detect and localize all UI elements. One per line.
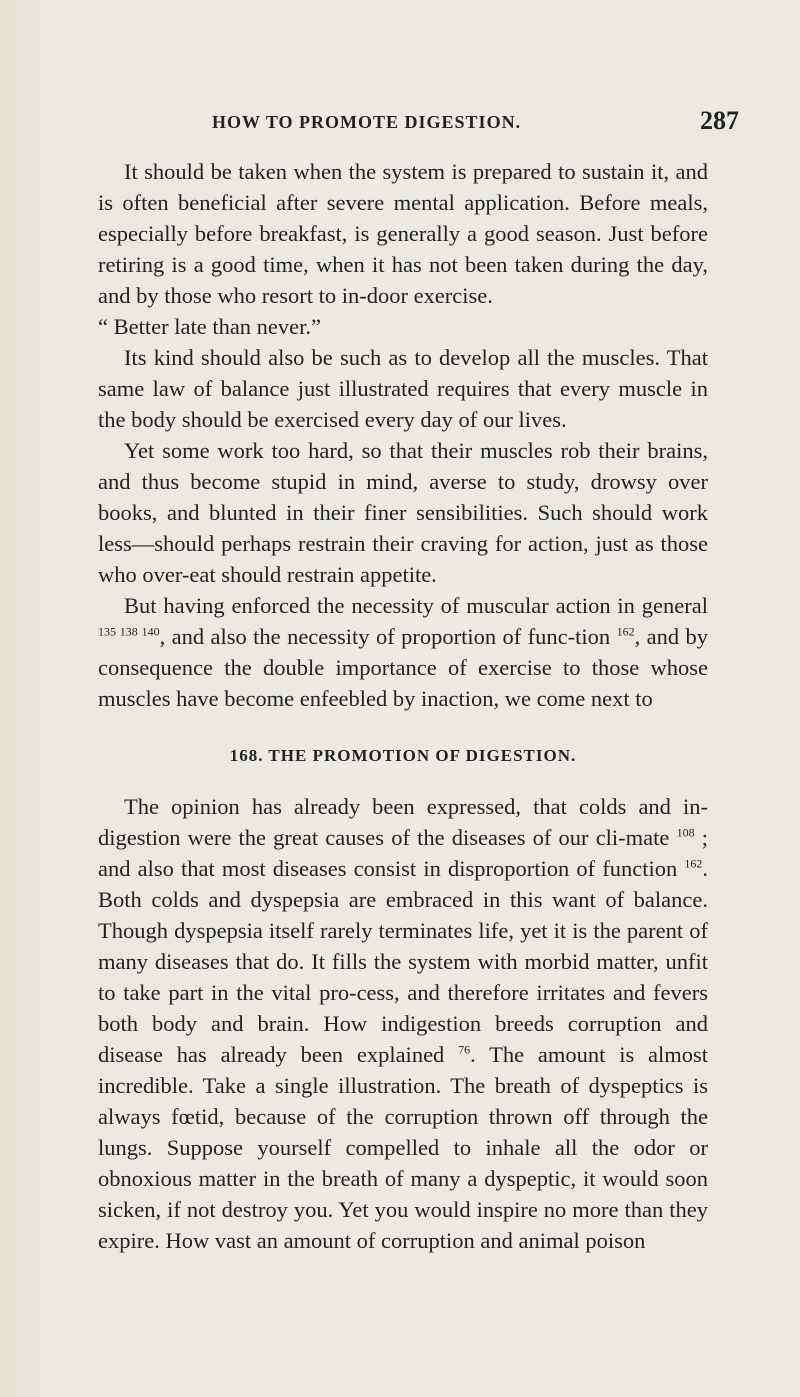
paragraph: Its kind should also be such as to develop all the muscles. That same law of balance just illustrated requires that every muscle in the body should be exercised every day of our lives. xyxy=(98,345,708,432)
footnote-reference: 162 xyxy=(684,856,703,871)
footnote-reference: 108 xyxy=(676,825,695,840)
paragraph: Yet some work too hard, so that their muscles rob their brains, and thus become stupid in mind, averse to study, drowsy over books, and blunted in their finer sensibilities. Such should work less—should perhaps restrain their craving for action, just as those who over-eat should restrain appetite. xyxy=(98,438,708,587)
footnote-reference: 162 xyxy=(616,624,635,639)
paragraph: It should be taken when the system is prepared to sustain it, and is often beneficial after severe mental application. Before meals, especially before breakfast, is generally a good season. Just before retiring is a good time, when it has not been taken during the day, and by those who resort to in-door exercise. xyxy=(98,159,708,308)
section-heading: 168. THE PROMOTION OF DIGESTION. xyxy=(229,746,577,765)
running-head-title: HOW TO PROMOTE DIGESTION. xyxy=(212,112,522,132)
paragraph xyxy=(98,791,708,1256)
text-run: ; and also that most diseases consist in disproportion of function xyxy=(98,825,708,881)
text-run: The opinion has already been expressed, that colds and in-digestion were the great causes of the diseases of our cli-mate xyxy=(98,794,708,850)
paragraph xyxy=(98,590,708,714)
footnote-reference: 76 xyxy=(458,1042,471,1057)
quote-line: “ Better late than never.” xyxy=(98,314,322,339)
text-run: , and by consequence the double importance of exercise to those whose muscles have become enfeebled by inaction, we come next to xyxy=(98,624,708,711)
footnote-reference: 135 138 140 xyxy=(98,624,160,639)
body-text xyxy=(98,156,708,1256)
text-run: . Both colds and dyspepsia are embraced in this want of balance. Though dyspepsia itself rarely terminates life, yet it is the parent of many diseases that do. It fills the system with morbid matter, unfit to take part in the vital pro-cess, and therefore irritates and fevers both body and brain. How indigestion breeds corruption and disease has already been explained xyxy=(98,856,708,1067)
text-run: . The amount is almost incredible. Take a single illustration. The breath of dyspeptics is always fœtid, because of the corruption thrown off through the lungs. Suppose yourself compelled to inhale all the odor or obnoxious matter in the breath of many a dyspeptic, it would soon sicken, if not destroy you. Yet you would inspire no more than they expire. How vast an amount of corruption and animal poison xyxy=(98,1042,708,1253)
text-run: , and also the necessity of proportion of func-tion xyxy=(159,624,617,649)
running-head xyxy=(0,106,800,142)
text-run: But having enforced the necessity of muscular action in general xyxy=(124,593,708,618)
page-number: 287 xyxy=(700,106,739,135)
